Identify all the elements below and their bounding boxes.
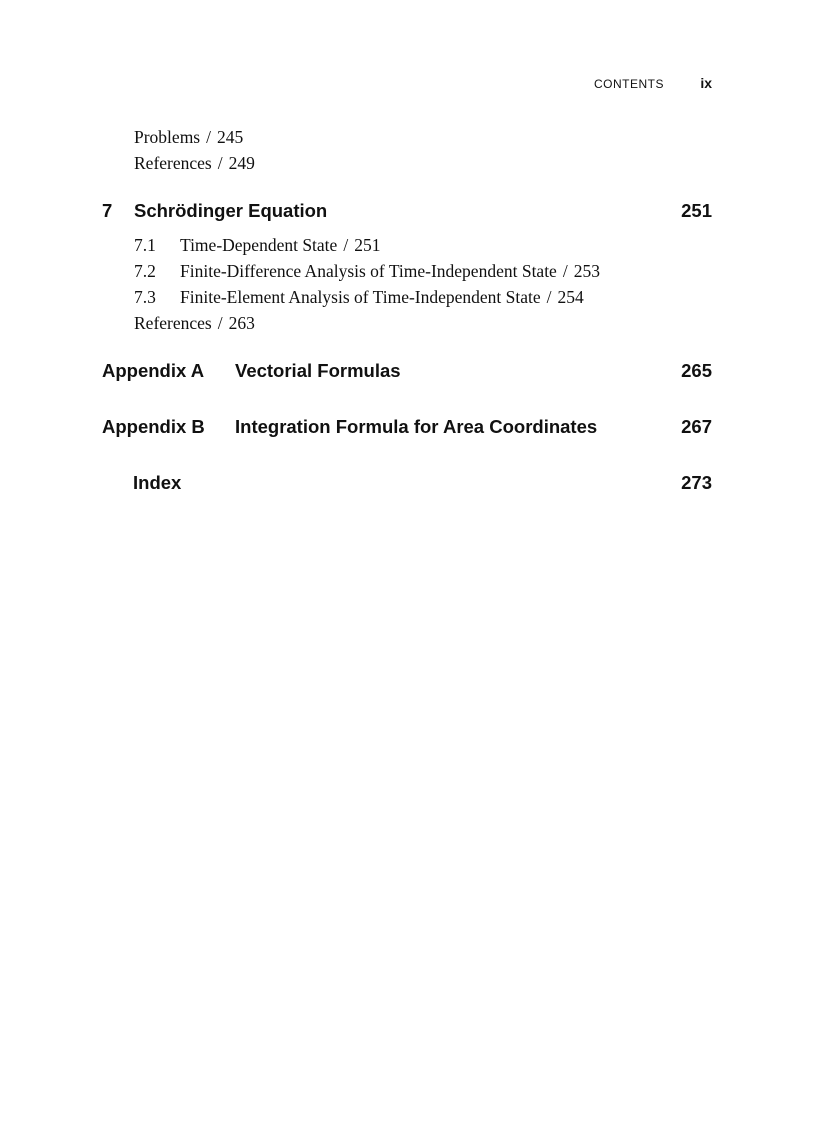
entry-title: References — [134, 313, 212, 333]
toc-chapter-7[interactable] — [102, 202, 712, 224]
running-head-label: CONTENTS — [594, 77, 664, 91]
section-page: 253 — [573, 261, 600, 281]
toc-entry-chapter-7-references[interactable] — [134, 315, 255, 333]
toc-section-7-3[interactable] — [134, 289, 584, 307]
entry-title: References — [134, 153, 212, 173]
appendix-title: Integration Formula for Area Coordinates — [235, 416, 598, 437]
entry-page: 245 — [217, 127, 244, 147]
toc-entry-problems[interactable] — [134, 129, 243, 147]
chapter-page: 251 — [681, 200, 712, 221]
section-page: 251 — [354, 235, 381, 255]
appendix-label: Appendix A — [102, 360, 205, 381]
toc-section-7-1[interactable] — [134, 237, 380, 255]
section-title: Finite-Element Analysis of Time-Independent State — [180, 287, 541, 307]
index-page: 273 — [681, 472, 712, 493]
section-number: 7.2 — [134, 261, 156, 281]
entry-title: Problems — [134, 127, 201, 147]
entry-separator: / — [206, 127, 211, 147]
toc-entry-references[interactable] — [134, 155, 255, 173]
running-head-page-number: ix — [700, 75, 712, 91]
section-page: 254 — [557, 287, 584, 307]
section-number: 7.3 — [134, 287, 156, 307]
appendix-page: 265 — [681, 360, 712, 381]
section-title: Time-Dependent State — [180, 235, 338, 255]
chapter-title: Schrödinger Equation — [134, 200, 328, 221]
entry-separator: / — [546, 287, 552, 307]
running-head — [560, 76, 712, 94]
chapter-number: 7 — [102, 200, 113, 221]
section-title: Finite-Difference Analysis of Time-Independent State — [180, 261, 557, 281]
section-number: 7.1 — [134, 235, 156, 255]
entry-page: 249 — [228, 153, 255, 173]
entry-page: 263 — [228, 313, 255, 333]
entry-separator: / — [217, 313, 223, 333]
toc-appendix-a[interactable] — [102, 362, 712, 384]
toc-index[interactable] — [102, 474, 712, 496]
appendix-page: 267 — [681, 416, 712, 437]
appendix-label: Appendix B — [102, 416, 205, 437]
entry-separator: / — [562, 261, 568, 281]
toc-appendix-b[interactable] — [102, 418, 712, 440]
appendix-title: Vectorial Formulas — [235, 360, 401, 381]
index-title: Index — [133, 472, 182, 493]
entry-separator: / — [217, 153, 223, 173]
entry-separator: / — [343, 235, 349, 255]
toc-section-7-2[interactable] — [134, 263, 600, 281]
